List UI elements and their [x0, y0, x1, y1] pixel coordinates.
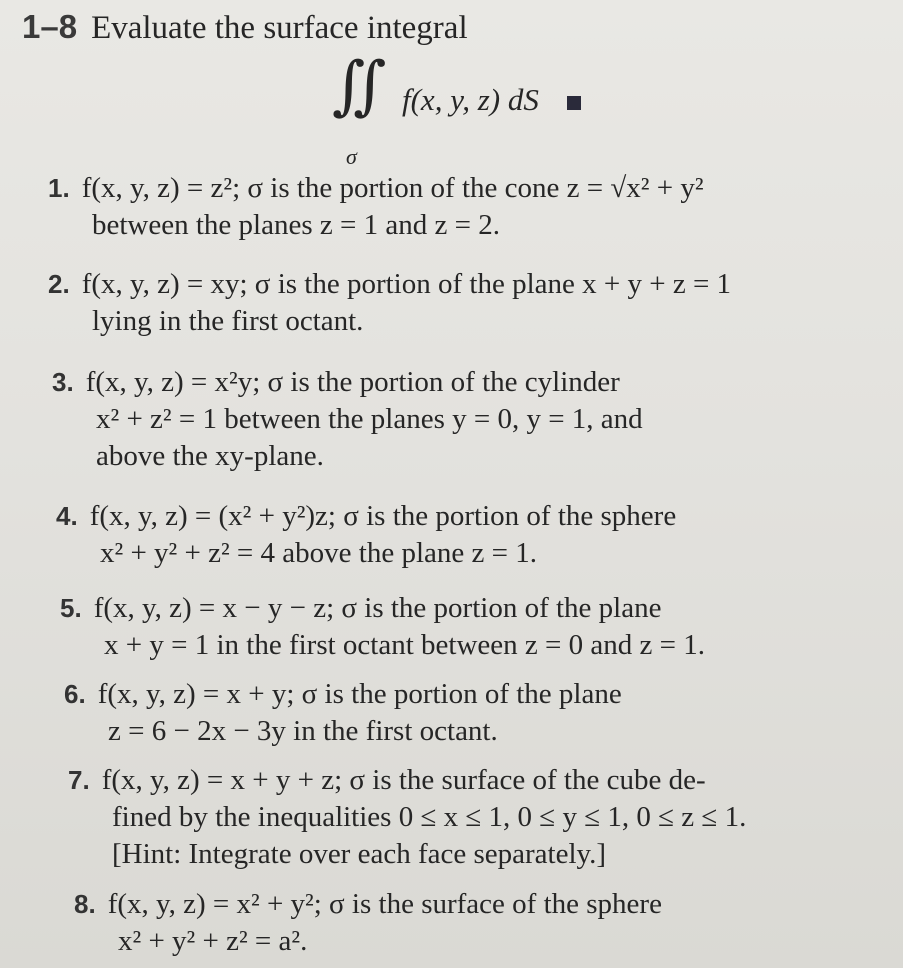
problem-line	[56, 498, 676, 535]
problem-line: fined by the inequalities 0 ≤ x ≤ 1, 0 ≤ y ≤ 1, 0 ≤ z ≤ 1.	[112, 801, 747, 833]
problem-text: f(x, y, z) = (x² + y²)z; σ is the portion of the sphere	[89, 500, 677, 532]
problem-text: f(x, y, z) = x²y; σ is the portion of the cylinder	[85, 366, 620, 398]
double-integral-sign: ∬	[332, 49, 369, 123]
integrand	[402, 82, 581, 118]
problem-line: x² + z² = 1 between the planes y = 0, y = 1, and	[96, 403, 643, 435]
integrand-text: f(x, y, z) dS	[402, 82, 539, 117]
problem-4	[56, 498, 676, 572]
problem-line	[60, 590, 705, 627]
problem-number: 2.	[48, 269, 70, 299]
problem-line: x² + y² + z² = a².	[118, 925, 308, 957]
problem-text: f(x, y, z) = z²; σ is the portion of the cone z = √x² + y²	[81, 172, 704, 204]
surface-integral-formula	[332, 49, 652, 170]
problem-range: 1–8	[22, 8, 78, 45]
problem-line	[48, 266, 731, 303]
problem-number: 4.	[56, 501, 78, 531]
problem-number: 8.	[74, 889, 96, 919]
problem-line	[74, 886, 662, 923]
problem-8	[74, 886, 662, 960]
problem-line	[48, 170, 704, 207]
problem-number: 6.	[64, 679, 86, 709]
problem-line: above the xy-plane.	[96, 440, 324, 472]
problem-line: [Hint: Integrate over each face separately.]	[112, 838, 607, 870]
problem-6	[64, 676, 622, 750]
problem-2	[48, 266, 731, 340]
problem-text: f(x, y, z) = x − y − z; σ is the portion of the plane	[93, 592, 662, 624]
problem-number: 1.	[48, 173, 70, 203]
problem-line	[52, 364, 643, 401]
problem-3	[52, 364, 643, 475]
problem-text: f(x, y, z) = x² + y²; σ is the surface of the sphere	[107, 888, 662, 920]
problem-line: x² + y² + z² = 4 above the plane z = 1.	[100, 537, 537, 569]
problem-text: f(x, y, z) = xy; σ is the portion of the plane x + y + z = 1	[81, 268, 732, 300]
heading-text: Evaluate the surface integral	[91, 10, 468, 46]
problem-line: between the planes z = 1 and z = 2.	[92, 209, 500, 241]
problem-text: f(x, y, z) = x + y; σ is the portion of the plane	[97, 678, 622, 710]
problem-line: x + y = 1 in the first octant between z = 0 and z = 1.	[104, 629, 705, 661]
integration-domain-sigma: σ	[346, 144, 357, 169]
problem-number: 7.	[68, 765, 90, 795]
problem-7	[68, 762, 746, 873]
end-marker-square	[567, 96, 581, 110]
problem-number: 5.	[60, 593, 82, 623]
problem-line: z = 6 − 2x − 3y in the first octant.	[108, 715, 498, 747]
problem-5	[60, 590, 705, 664]
problem-line: lying in the first octant.	[92, 305, 364, 337]
section-heading	[22, 8, 468, 47]
problem-number: 3.	[52, 367, 74, 397]
problem-line	[64, 676, 622, 713]
problem-1	[48, 170, 704, 244]
problem-text: f(x, y, z) = x + y + z; σ is the surface of the cube de-	[101, 764, 706, 796]
problem-line	[68, 762, 746, 799]
